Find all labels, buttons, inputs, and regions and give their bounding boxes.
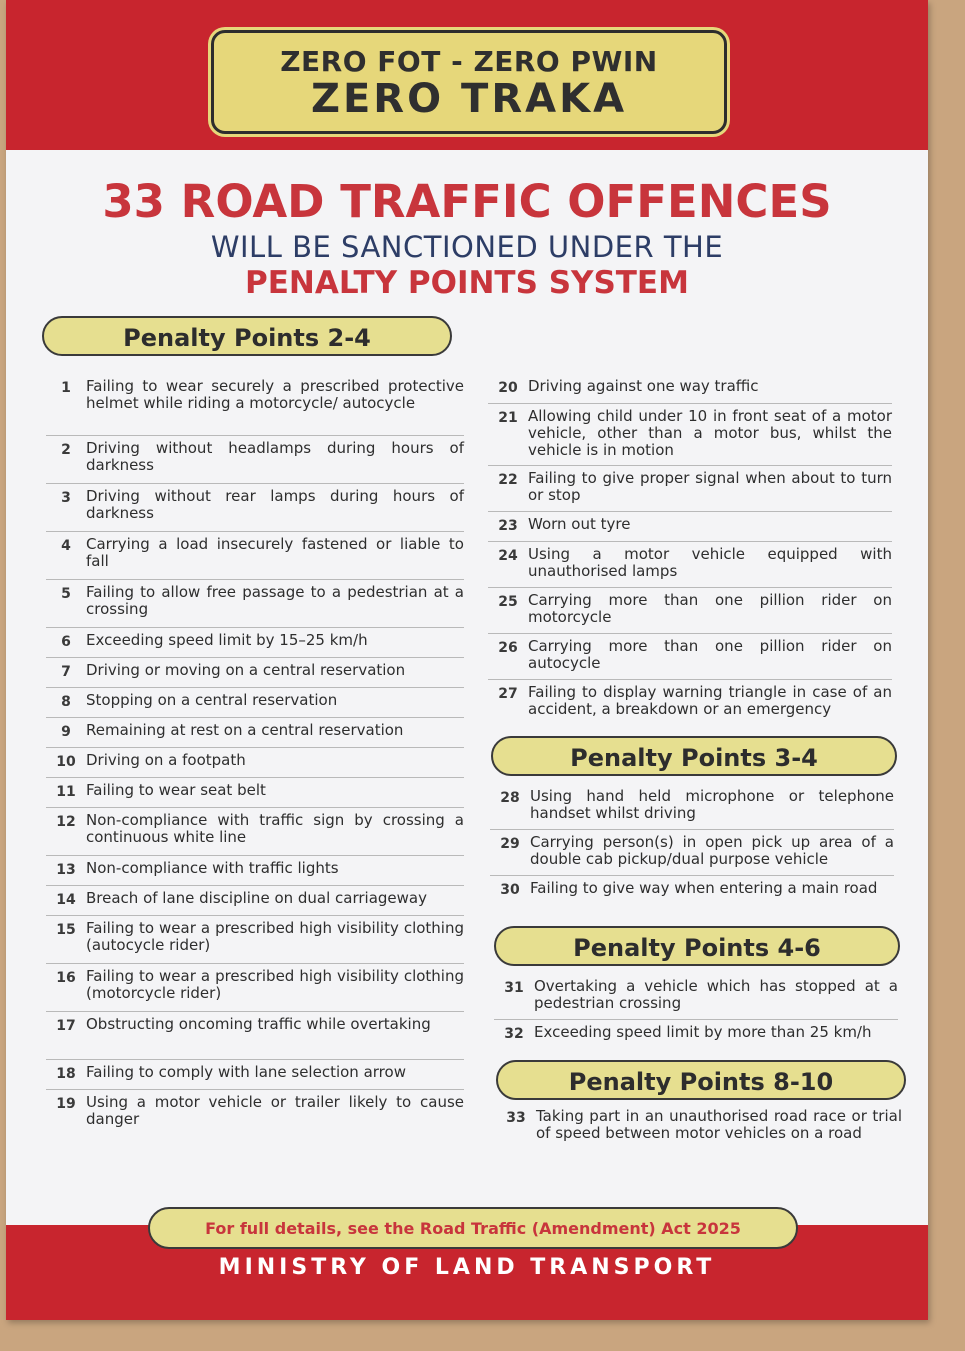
offence-number: 24 — [498, 548, 518, 564]
offence-row — [46, 886, 464, 916]
headline: 33 ROAD TRAFFIC OFFENCES — [102, 175, 832, 228]
offence-number: 29 — [500, 836, 520, 852]
offence-number: 31 — [504, 980, 524, 996]
slogan-line-2: ZERO TRAKA — [310, 76, 628, 122]
offence-row — [46, 1012, 464, 1060]
offence-text: Failing to comply with lane selection arrow — [86, 1063, 406, 1081]
offence-text: Overtaking a vehicle which has stopped at a pedestrian crossing — [534, 977, 898, 1012]
offence-row — [46, 484, 464, 532]
section-penalty-8-10: Penalty Points 8-10 — [496, 1060, 906, 1100]
offence-row — [488, 680, 892, 730]
section-penalty-4-6: Penalty Points 4-6 — [494, 926, 900, 966]
offence-row — [46, 748, 464, 778]
offence-text: Driving or moving on a central reservation — [86, 661, 406, 679]
subheadline-2: PENALTY POINTS SYSTEM — [245, 265, 689, 301]
offence-row — [46, 808, 464, 856]
offence-text: Failing to wear securely a prescribed protective helmet while riding a motorcycle/ autocycle — [86, 377, 464, 412]
offence-text: Driving without headlamps during hours of darkness — [86, 439, 464, 474]
offence-number: 25 — [498, 594, 518, 610]
offence-text: Exceeding speed limit by 15–25 km/h — [86, 631, 368, 649]
offence-text: Failing to give way when entering a main road — [530, 879, 878, 897]
offence-number: 1 — [61, 380, 71, 396]
offence-row — [46, 856, 464, 886]
offence-row — [488, 634, 892, 680]
offence-number: 19 — [56, 1096, 76, 1112]
offence-text: Exceeding speed limit by more than 25 km/h — [534, 1023, 872, 1041]
offence-row — [46, 374, 464, 436]
offence-row — [490, 876, 894, 922]
offence-text: Carrying more than one pillion rider on autocycle — [528, 637, 892, 672]
offence-row — [490, 784, 894, 830]
offence-number: 23 — [498, 518, 518, 534]
offence-row — [488, 404, 892, 466]
offence-row — [46, 580, 464, 628]
offence-number: 28 — [500, 790, 520, 806]
offence-text: Driving on a footpath — [86, 751, 246, 769]
offence-row — [46, 688, 464, 718]
offence-number: 22 — [498, 472, 518, 488]
offence-row — [496, 1104, 902, 1168]
offence-number: 13 — [56, 862, 76, 878]
slogan-box — [211, 30, 727, 134]
offence-number: 26 — [498, 640, 518, 656]
offence-number: 6 — [61, 634, 71, 650]
details-note: For full details, see the Road Traffic (Amendment) Act 2025 — [148, 1207, 798, 1249]
offence-number: 11 — [56, 784, 76, 800]
offence-row — [46, 916, 464, 964]
right-column-d — [496, 1104, 902, 1168]
flyer — [6, 0, 928, 1320]
offence-number: 7 — [61, 664, 71, 680]
offence-text: Using hand held microphone or telephone handset whilst driving — [530, 787, 894, 822]
subheadline-1: WILL BE SANCTIONED UNDER THE — [210, 230, 724, 264]
offence-text: Stopping on a central reservation — [86, 691, 338, 709]
offence-text: Carrying person(s) in open pick up area of a double cab pickup/dual purpose vehicle — [530, 833, 894, 868]
offence-text: Carrying more than one pillion rider on motorcycle — [528, 591, 892, 626]
offence-text: Using a motor vehicle equipped with unauthorised lamps — [528, 545, 892, 580]
offence-number: 18 — [56, 1066, 76, 1082]
offence-text: Carrying a load insecurely fastened or liable to fall — [86, 535, 464, 570]
offence-number: 14 — [56, 892, 76, 908]
offence-number: 30 — [500, 882, 520, 898]
offence-row — [488, 542, 892, 588]
offence-number: 9 — [61, 724, 71, 740]
offence-text: Remaining at rest on a central reservation — [86, 721, 404, 739]
offence-row — [46, 532, 464, 580]
offence-row — [488, 588, 892, 634]
offence-text: Failing to wear seat belt — [86, 781, 266, 799]
offence-row — [494, 1020, 898, 1050]
offence-row — [46, 964, 464, 1012]
offence-text: Using a motor vehicle or trailer likely to cause danger — [86, 1093, 464, 1128]
offence-number: 8 — [61, 694, 71, 710]
right-column-b — [490, 784, 894, 922]
right-column-a — [488, 374, 892, 730]
offence-text: Non-compliance with traffic lights — [86, 859, 339, 877]
offence-row — [494, 974, 898, 1020]
offence-number: 2 — [61, 442, 71, 458]
offence-number: 15 — [56, 922, 76, 938]
offence-number: 16 — [56, 970, 76, 986]
offence-number: 3 — [61, 490, 71, 506]
offence-text: Obstructing oncoming traffic while overtaking — [86, 1015, 431, 1033]
offence-number: 20 — [498, 380, 518, 396]
section-penalty-3-4: Penalty Points 3-4 — [491, 736, 897, 776]
offence-text: Allowing child under 10 in front seat of a motor vehicle, other than a motor bus, whilst the vehicle is in motion — [528, 407, 892, 459]
offence-number: 21 — [498, 410, 518, 426]
offence-text: Breach of lane discipline on dual carriageway — [86, 889, 428, 907]
offence-number: 5 — [61, 586, 71, 602]
offence-row — [488, 466, 892, 512]
offence-text: Failing to allow free passage to a pedestrian at a crossing — [86, 583, 464, 618]
offence-row — [46, 1060, 464, 1090]
offence-row — [488, 374, 892, 404]
offence-text: Failing to display warning triangle in case of an accident, a breakdown or an emergency — [528, 683, 892, 718]
offence-number: 32 — [504, 1026, 524, 1042]
offence-text: Worn out tyre — [528, 515, 631, 533]
offence-text: Non-compliance with traffic sign by crossing a continuous white line — [86, 811, 464, 846]
offence-number: 4 — [61, 538, 71, 554]
ministry-name: MINISTRY OF LAND TRANSPORT — [218, 1255, 716, 1280]
offence-row — [46, 658, 464, 688]
offence-number: 33 — [506, 1110, 526, 1126]
offence-row — [488, 512, 892, 542]
section-penalty-2-4: Penalty Points 2-4 — [42, 316, 452, 356]
right-column-c — [494, 974, 898, 1050]
offence-number: 27 — [498, 686, 518, 702]
offence-number: 10 — [56, 754, 76, 770]
offence-row — [46, 1090, 464, 1138]
offence-row — [46, 778, 464, 808]
offence-text: Driving against one way traffic — [528, 377, 759, 395]
offence-text: Driving without rear lamps during hours of darkness — [86, 487, 464, 522]
offence-row — [490, 830, 894, 876]
offence-row — [46, 436, 464, 484]
slogan-line-1: ZERO FOT - ZERO PWIN — [280, 45, 658, 78]
offence-text: Failing to wear a prescribed high visibility clothing (autocycle rider) — [86, 919, 464, 954]
offence-text: Failing to wear a prescribed high visibility clothing (motorcycle rider) — [86, 967, 464, 1002]
offence-number: 12 — [56, 814, 76, 830]
left-column — [46, 374, 464, 1138]
offence-row — [46, 718, 464, 748]
offence-text: Taking part in an unauthorised road race or trial of speed between motor vehicles on a road — [536, 1107, 902, 1142]
offence-text: Failing to give proper signal when about to turn or stop — [528, 469, 892, 504]
offence-row — [46, 628, 464, 658]
offence-number: 17 — [56, 1018, 76, 1034]
